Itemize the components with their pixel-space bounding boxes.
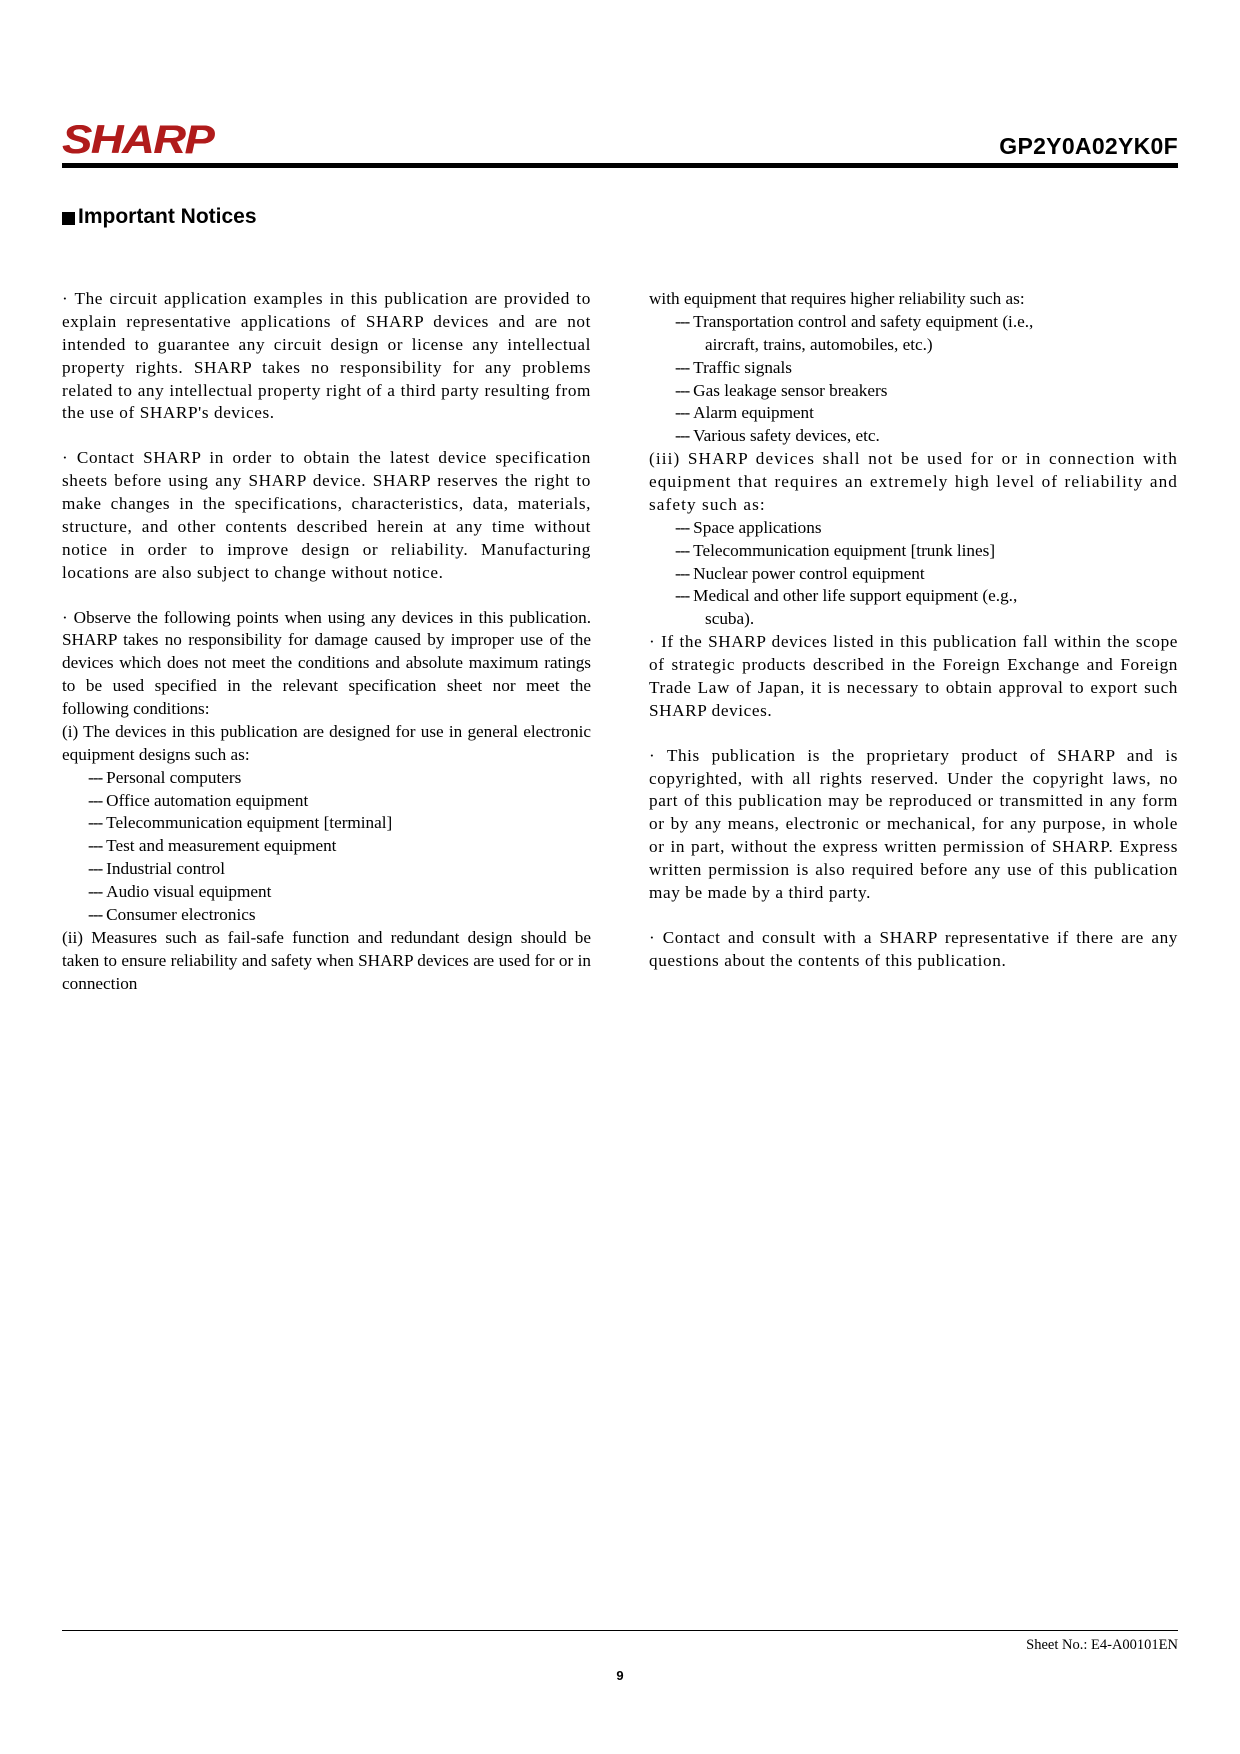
list-item: --- Office automation equipment	[88, 790, 309, 810]
dash-marker-icon: ---	[675, 380, 690, 400]
dash-marker-icon: ---	[675, 517, 690, 537]
dash-marker-icon: ---	[675, 311, 690, 331]
higher-reliability-list	[649, 311, 1178, 448]
dash-marker-icon: ---	[88, 767, 103, 787]
dash-marker-icon: ---	[675, 403, 690, 423]
list-item: --- Consumer electronics	[88, 904, 256, 924]
paragraph-copyright: · This publication is the proprietary product of SHARP and is copyrighted, with all rights reserved. Under the copyright laws, no part of this publication may be reproduced or transmitted in any form or by any means, electronic or mechanical, for any purpose, in whole or in part, without the express written permission of SHARP. Express written permission is also required before any use of this publication may be made by a third party.	[649, 745, 1178, 902]
dash-marker-icon: ---	[88, 790, 103, 810]
list-item: --- Transportation control and safety equipment (i.e., aircraft, trains, automobiles, etc.)	[675, 311, 1034, 354]
dash-marker-icon: ---	[675, 563, 690, 583]
header-divider	[62, 163, 1178, 168]
paragraph-contact-sharp: · Contact SHARP in order to obtain the latest device specification sheets before using any SHARP device. SHARP reserves the right to make changes in the specifications, characteristics, data, materials, structure, and other contents described herein at any time without notice in order to improve design or reliability. Manufacturing locations are also subject to change without notice.	[62, 448, 591, 582]
part-number: GP2Y0A02YK0F	[999, 133, 1178, 159]
dash-marker-icon: ---	[88, 859, 103, 879]
section-title	[62, 205, 257, 229]
dash-marker-icon: ---	[88, 836, 103, 856]
list-item: --- Telecommunication equipment [terminal]	[88, 813, 393, 833]
list-item: --- Various safety devices, etc.	[675, 426, 880, 446]
footer-divider	[62, 1630, 1178, 1631]
paragraph-item-iii: (iii) SHARP devices shall not be used for or in connection with equipment that requires an extremely high level of reliability and safety such as:	[649, 449, 1178, 514]
square-bullet-icon	[62, 212, 75, 225]
dash-marker-icon: ---	[675, 540, 690, 560]
extreme-reliability-list	[649, 517, 1178, 631]
sheet-number: Sheet No.: E4-A00101EN	[1026, 1637, 1178, 1653]
dash-marker-icon: ---	[88, 882, 103, 901]
list-item: --- Industrial control	[88, 859, 226, 879]
list-item: --- Medical and other life support equipment (e.g., scuba).	[675, 586, 1018, 629]
sharp-logo: SHARP	[62, 118, 214, 162]
page-number: 9	[616, 1668, 624, 1683]
dash-marker-icon: ---	[88, 904, 103, 924]
list-item: --- Space applications	[675, 517, 822, 537]
list-item: --- Personal computers	[88, 767, 242, 787]
paragraph-higher-reliability: with equipment that requires higher reliability such as:	[649, 289, 1025, 308]
right-column	[649, 288, 1178, 1017]
list-item: --- Audio visual equipment	[88, 882, 272, 901]
dash-marker-icon: ---	[88, 813, 103, 833]
list-item: --- Test and measurement equipment	[88, 836, 337, 856]
paragraph-item-ii: (ii) Measures such as fail-safe function and redundant design should be taken to ensure reliability and safety when SHARP devices are used for or in connection	[62, 927, 591, 993]
paragraph-strategic-products: · If the SHARP devices listed in this publication fall within the scope of strategic products described in the Foreign Exchange and Foreign Trade Law of Japan, it is necessary to obtain approval to export such SHARP devices.	[649, 632, 1178, 720]
dash-marker-icon: ---	[675, 586, 690, 606]
list-item: --- Nuclear power control equipment	[675, 563, 925, 583]
page-header	[62, 120, 1178, 160]
general-equipment-list	[62, 767, 591, 927]
paragraph-circuit-examples: · The circuit application examples in this publication are provided to explain representative applications of SHARP devices and are not intended to guarantee any circuit design or license any intellectual property rights. SHARP takes no responsibility for any problems related to any intellectual property right of a third party resulting from the use of SHARP's devices.	[62, 289, 591, 423]
dash-marker-icon: ---	[675, 357, 690, 377]
two-column-body	[62, 288, 1178, 1017]
list-item: --- Alarm equipment	[675, 403, 814, 423]
list-item: --- Gas leakage sensor breakers	[675, 380, 888, 400]
paragraph-item-i: (i) The devices in this publication are designed for use in general electronic equipment designs such as:	[62, 721, 591, 764]
list-item: --- Telecommunication equipment [trunk lines]	[675, 540, 996, 560]
dash-marker-icon: ---	[675, 426, 690, 446]
section-title-text: Important Notices	[78, 205, 257, 228]
list-item: --- Traffic signals	[675, 357, 792, 377]
paragraph-contact-representative: · Contact and consult with a SHARP representative if there are any questions about the contents of this publication.	[649, 927, 1178, 970]
paragraph-observe-points: · Observe the following points when using any devices in this publication. SHARP takes no responsibility for damage caused by improper use of the devices which does not meet the conditions and absolute maximum ratings to be used specified in the relevant specification sheet nor meet the following conditions:	[62, 607, 591, 718]
left-column	[62, 288, 591, 1017]
